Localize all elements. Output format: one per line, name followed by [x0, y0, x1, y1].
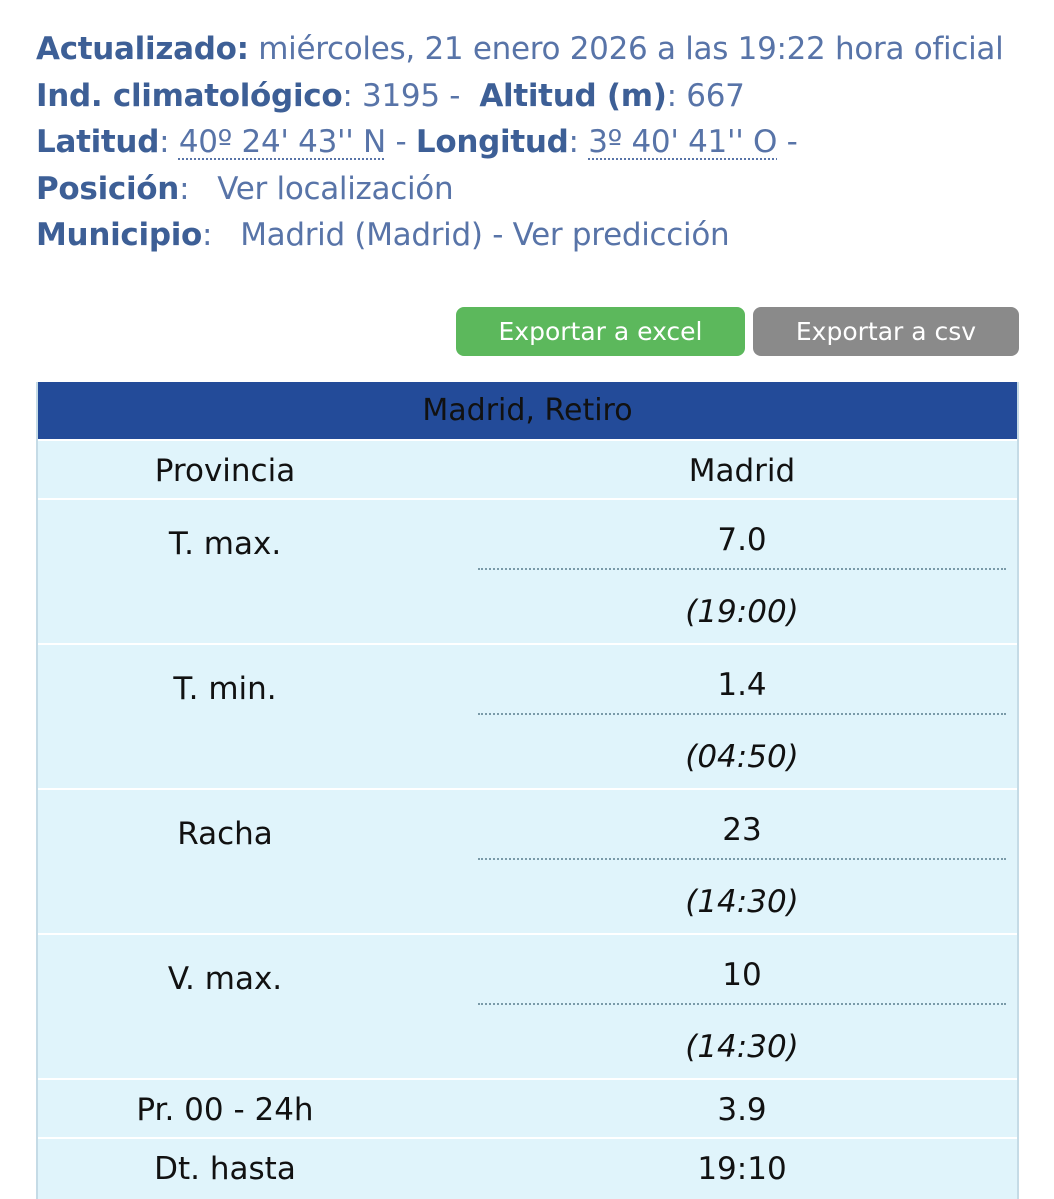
updated-line: [36, 26, 1036, 73]
latitude-label: Latitud: [36, 124, 160, 160]
row-divider: [478, 568, 1006, 570]
climate-altitude-line: Ind. climatológico: 3195 - Altitud (m): 667: [36, 77, 745, 114]
station-info: [36, 26, 1036, 259]
position-line: Posición: Ver localización: [36, 170, 454, 207]
row-time: (14:30): [685, 1029, 799, 1065]
row-label: Provincia: [154, 453, 296, 489]
row-label: Pr. 00 - 24h: [136, 1092, 314, 1128]
climate-index-label: Ind. climatológico: [36, 77, 343, 114]
municipality-line: Municipio: Madrid (Madrid) - Ver predicción: [36, 217, 730, 253]
municipality-label: Municipio: [36, 217, 203, 253]
altitude-value: 667: [686, 77, 745, 114]
row-value: 1.4: [717, 667, 767, 703]
row-value: 23: [722, 812, 762, 848]
position-label: Posición: [36, 170, 180, 207]
view-location-link[interactable]: Ver localización: [217, 170, 454, 207]
row-time: (14:30): [685, 884, 799, 920]
row-time: (19:00): [685, 594, 799, 630]
view-forecast-link[interactable]: Ver predicción: [512, 217, 730, 253]
updated-label: Actualizado:: [36, 31, 249, 67]
row-value: 19:10: [697, 1151, 787, 1187]
row-value: 3.9: [717, 1092, 767, 1128]
row-time: (04:50): [685, 739, 799, 775]
row-value: 7.0: [717, 522, 767, 558]
municipality-value: Madrid (Madrid): [240, 217, 483, 253]
updated-value: miércoles, 21 enero 2026 a las 19:22 hora oficial: [258, 31, 1004, 67]
latitude-value[interactable]: 40º 24' 43'' N: [178, 124, 386, 160]
station-data-table: [36, 382, 1019, 1199]
row-label: T. min.: [173, 671, 277, 707]
row-divider: [478, 858, 1006, 860]
climate-index-value: 3195: [362, 77, 440, 114]
export-csv-button[interactable]: Exportar a csv: [753, 307, 1019, 356]
row-divider: [478, 1003, 1006, 1005]
row-divider: [478, 713, 1006, 715]
table-row-racha: [38, 788, 1017, 933]
longitude-value[interactable]: 3º 40' 41'' O: [588, 124, 778, 160]
table-row-provincia: [38, 439, 1017, 498]
row-label: Racha: [177, 816, 273, 852]
row-value: Madrid: [688, 453, 796, 489]
table-row-vmax: [38, 933, 1017, 1078]
table-row-tmax: [38, 498, 1017, 643]
altitude-label: Altitud (m): [479, 77, 667, 114]
row-value: 10: [722, 957, 762, 993]
table-row-precip: [38, 1078, 1017, 1137]
row-label: T. max.: [168, 526, 282, 562]
row-label: Dt. hasta: [154, 1151, 296, 1187]
table-row-tmin: [38, 643, 1017, 788]
table-title: Madrid, Retiro: [38, 382, 1017, 439]
row-label: V. max.: [167, 961, 283, 997]
coordinates-line: Latitud: 40º 24' 43'' N - Longitud: 3º 40' 41'' O -: [36, 124, 798, 160]
table-row-dt-hasta: [38, 1137, 1017, 1196]
longitude-label: Longitud: [415, 124, 569, 160]
export-excel-button[interactable]: Exportar a excel: [456, 307, 745, 356]
